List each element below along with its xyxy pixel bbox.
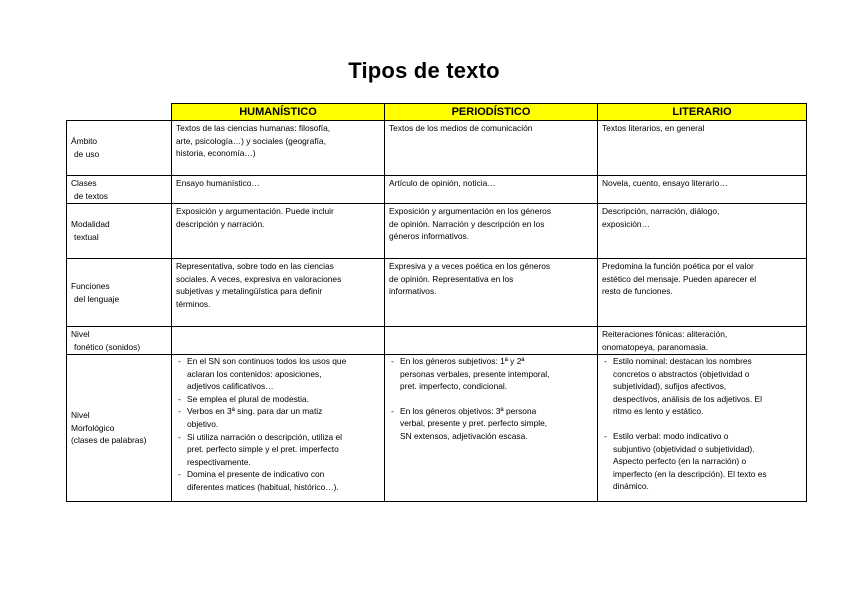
cell-line: pret. perfecto simple y el pret. imperfecto — [187, 444, 339, 455]
header-row — [67, 104, 807, 121]
bullet-item — [602, 355, 802, 418]
cell-morfologico-literario — [598, 355, 807, 502]
row-label-line: del lenguaje — [74, 293, 120, 304]
cell-line: Ensayo humanístico… — [176, 178, 260, 188]
cell-line: Textos de las ciencias humanas: filosofía, — [176, 123, 331, 133]
row-label-line: Morfológico — [71, 422, 115, 433]
bullet-item — [602, 430, 802, 493]
cell-line: Reiteraciones fónicas: aliteración, — [602, 329, 728, 339]
cell-line: - Verbos en 3ª sing. para dar un matiz — [187, 406, 323, 417]
cell-line: concretos o abstractos (objetividad o — [613, 368, 750, 379]
cell-line: objetivo. — [187, 418, 219, 429]
cell-line: Exposición y argumentación en los géneros — [389, 206, 552, 216]
cell-line: descripción y narración. — [176, 218, 265, 229]
cell-line: Aspecto perfecto (en la narración) o — [613, 456, 747, 467]
table-row — [67, 327, 807, 355]
row-label-line: Modalidad — [71, 219, 110, 230]
cell-humanistico — [172, 259, 385, 327]
row-label-line: Ámbito — [71, 136, 98, 147]
bullet-item — [389, 355, 593, 393]
cell-line: respectivamente. — [187, 456, 251, 467]
cell-line: exposición… — [602, 218, 650, 229]
table-row — [67, 121, 807, 176]
cell-line: términos. — [176, 298, 211, 309]
bullet-item — [389, 405, 593, 443]
cell-literario — [598, 204, 807, 259]
bullet-gap — [602, 418, 802, 430]
cell-line: - Estilo nominal: destacan los nombres — [613, 356, 752, 366]
cell-line: Textos de los medios de comunicación — [389, 123, 533, 133]
cell-line: estético del mensaje. Pueden aparecer el — [602, 273, 757, 284]
cell-periodistico — [385, 327, 598, 355]
row-label — [67, 259, 172, 327]
cell-periodistico — [385, 121, 598, 176]
text-types-table — [66, 103, 807, 502]
cell-morfologico-periodistico — [385, 355, 598, 502]
cell-line: - Estilo verbal: modo indicativo o — [613, 430, 729, 441]
row-label — [67, 176, 172, 204]
row-label-line: de uso — [74, 149, 100, 159]
bullet-item — [176, 468, 380, 493]
cell-line: - Domina el presente de indicativo con — [187, 469, 325, 480]
cell-literario — [598, 176, 807, 204]
page-title: Tipos de texto — [348, 58, 500, 83]
bullet-item — [176, 355, 380, 393]
bullet-item — [176, 405, 380, 430]
cell-line: géneros informativos. — [389, 231, 470, 242]
cell-line: Predomina la función poética por el valor — [602, 261, 754, 271]
cell-line: informativos. — [389, 286, 437, 297]
cell-line: despectivos, análisis de los adjetivos. El — [613, 393, 762, 404]
bullet-item — [176, 431, 380, 469]
row-label-line: de textos — [74, 190, 108, 201]
cell-humanistico — [172, 121, 385, 176]
cell-line: verbal, presente y pret. perfecto simple, — [400, 418, 548, 429]
table-row — [67, 176, 807, 204]
cell-humanistico — [172, 204, 385, 259]
bullet-item — [176, 393, 380, 406]
cell-line: Representativa, sobre todo en las ciencias — [176, 261, 334, 271]
cell-line: Artículo de opinión, noticia… — [389, 178, 496, 188]
cell-line: resto de funciones. — [602, 286, 673, 297]
cell-line: - Se emplea el plural de modestia. — [187, 393, 309, 404]
cell-line: subjetividad), sufijos afectivos, — [613, 381, 727, 392]
column-header-humanistico: HUMANÍSTICO — [172, 104, 385, 121]
cell-line: subjetivas y metalingüística para definir — [176, 286, 323, 297]
cell-line: adjetivos calificativos… — [187, 381, 274, 392]
cell-line: SN extensos, adjetivación escasa. — [400, 430, 528, 441]
cell-line: de opinión. Representativa en los — [389, 273, 514, 284]
cell-line: personas verbales, presente intemporal, — [400, 368, 550, 379]
cell-line: dinámico. — [613, 481, 649, 492]
cell-line: Exposición y argumentación. Puede incluir — [176, 206, 334, 216]
cell-literario — [598, 259, 807, 327]
cell-line: - En los géneros subjetivos: 1ª y 2ª — [400, 356, 525, 366]
cell-line: aclaran los contenidos: aposiciones, — [187, 368, 322, 379]
cell-line: Descripción, narración, diálogo, — [602, 206, 720, 216]
cell-line: Textos literarios, en general — [602, 123, 705, 133]
row-label-morfologico — [67, 355, 172, 502]
cell-periodistico — [385, 259, 598, 327]
cell-line: - En los géneros objetivos: 3ª persona — [400, 405, 537, 416]
cell-literario — [598, 121, 807, 176]
cell-line: - En el SN son continuos todos los usos que — [187, 356, 347, 366]
cell-line: historia, economía…) — [176, 148, 256, 159]
cell-periodistico — [385, 204, 598, 259]
cell-line: Novela, cuento, ensayo literario… — [602, 178, 728, 188]
cell-line: onomatopeya, paranomasia. — [602, 341, 709, 352]
table-row — [67, 259, 807, 327]
cell-line: subjuntivo (objetividad o subjetividad). — [613, 443, 755, 454]
cell-humanistico — [172, 176, 385, 204]
bullet-gap — [389, 393, 593, 405]
cell-line: - Si utiliza narración o descripción, utiliza el — [187, 431, 343, 442]
cell-line: sociales. A veces, expresiva en valoraciones — [176, 273, 342, 284]
row-label — [67, 121, 172, 176]
row-label — [67, 204, 172, 259]
cell-humanistico — [172, 327, 385, 355]
row-label-line: Nivel — [71, 328, 90, 339]
row-label-line: fonético (sonidos) — [74, 341, 141, 352]
table-row-morfologico — [67, 355, 807, 502]
row-label — [67, 327, 172, 355]
row-label-line: Nivel — [71, 410, 90, 421]
cell-morfologico-humanistico — [172, 355, 385, 502]
cell-line: diferentes matices (habitual, histórico…). — [187, 481, 339, 492]
cell-literario — [598, 327, 807, 355]
cell-line: arte, psicología…) y sociales (geografía, — [176, 135, 326, 146]
header-corner — [67, 104, 172, 121]
cell-line: ritmo es lento y estático. — [613, 406, 704, 417]
row-label-line: Funciones — [71, 280, 110, 291]
cell-line: imperfecto (en la descripción). El texto es — [613, 468, 767, 479]
cell-line: pret. imperfecto, condicional. — [400, 381, 508, 392]
row-label-line: textual — [74, 232, 99, 242]
cell-line: Expresiva y a veces poética en los géneros — [389, 261, 551, 271]
column-header-literario: LITERARIO — [598, 104, 807, 121]
row-label-line: (clases de palabras) — [71, 435, 147, 446]
table-row — [67, 204, 807, 259]
column-header-periodistico: PERIODÍSTICO — [385, 104, 598, 121]
cell-periodistico — [385, 176, 598, 204]
cell-line: de opinión. Narración y descripción en los — [389, 218, 545, 229]
row-label-line: Clases — [71, 177, 97, 188]
